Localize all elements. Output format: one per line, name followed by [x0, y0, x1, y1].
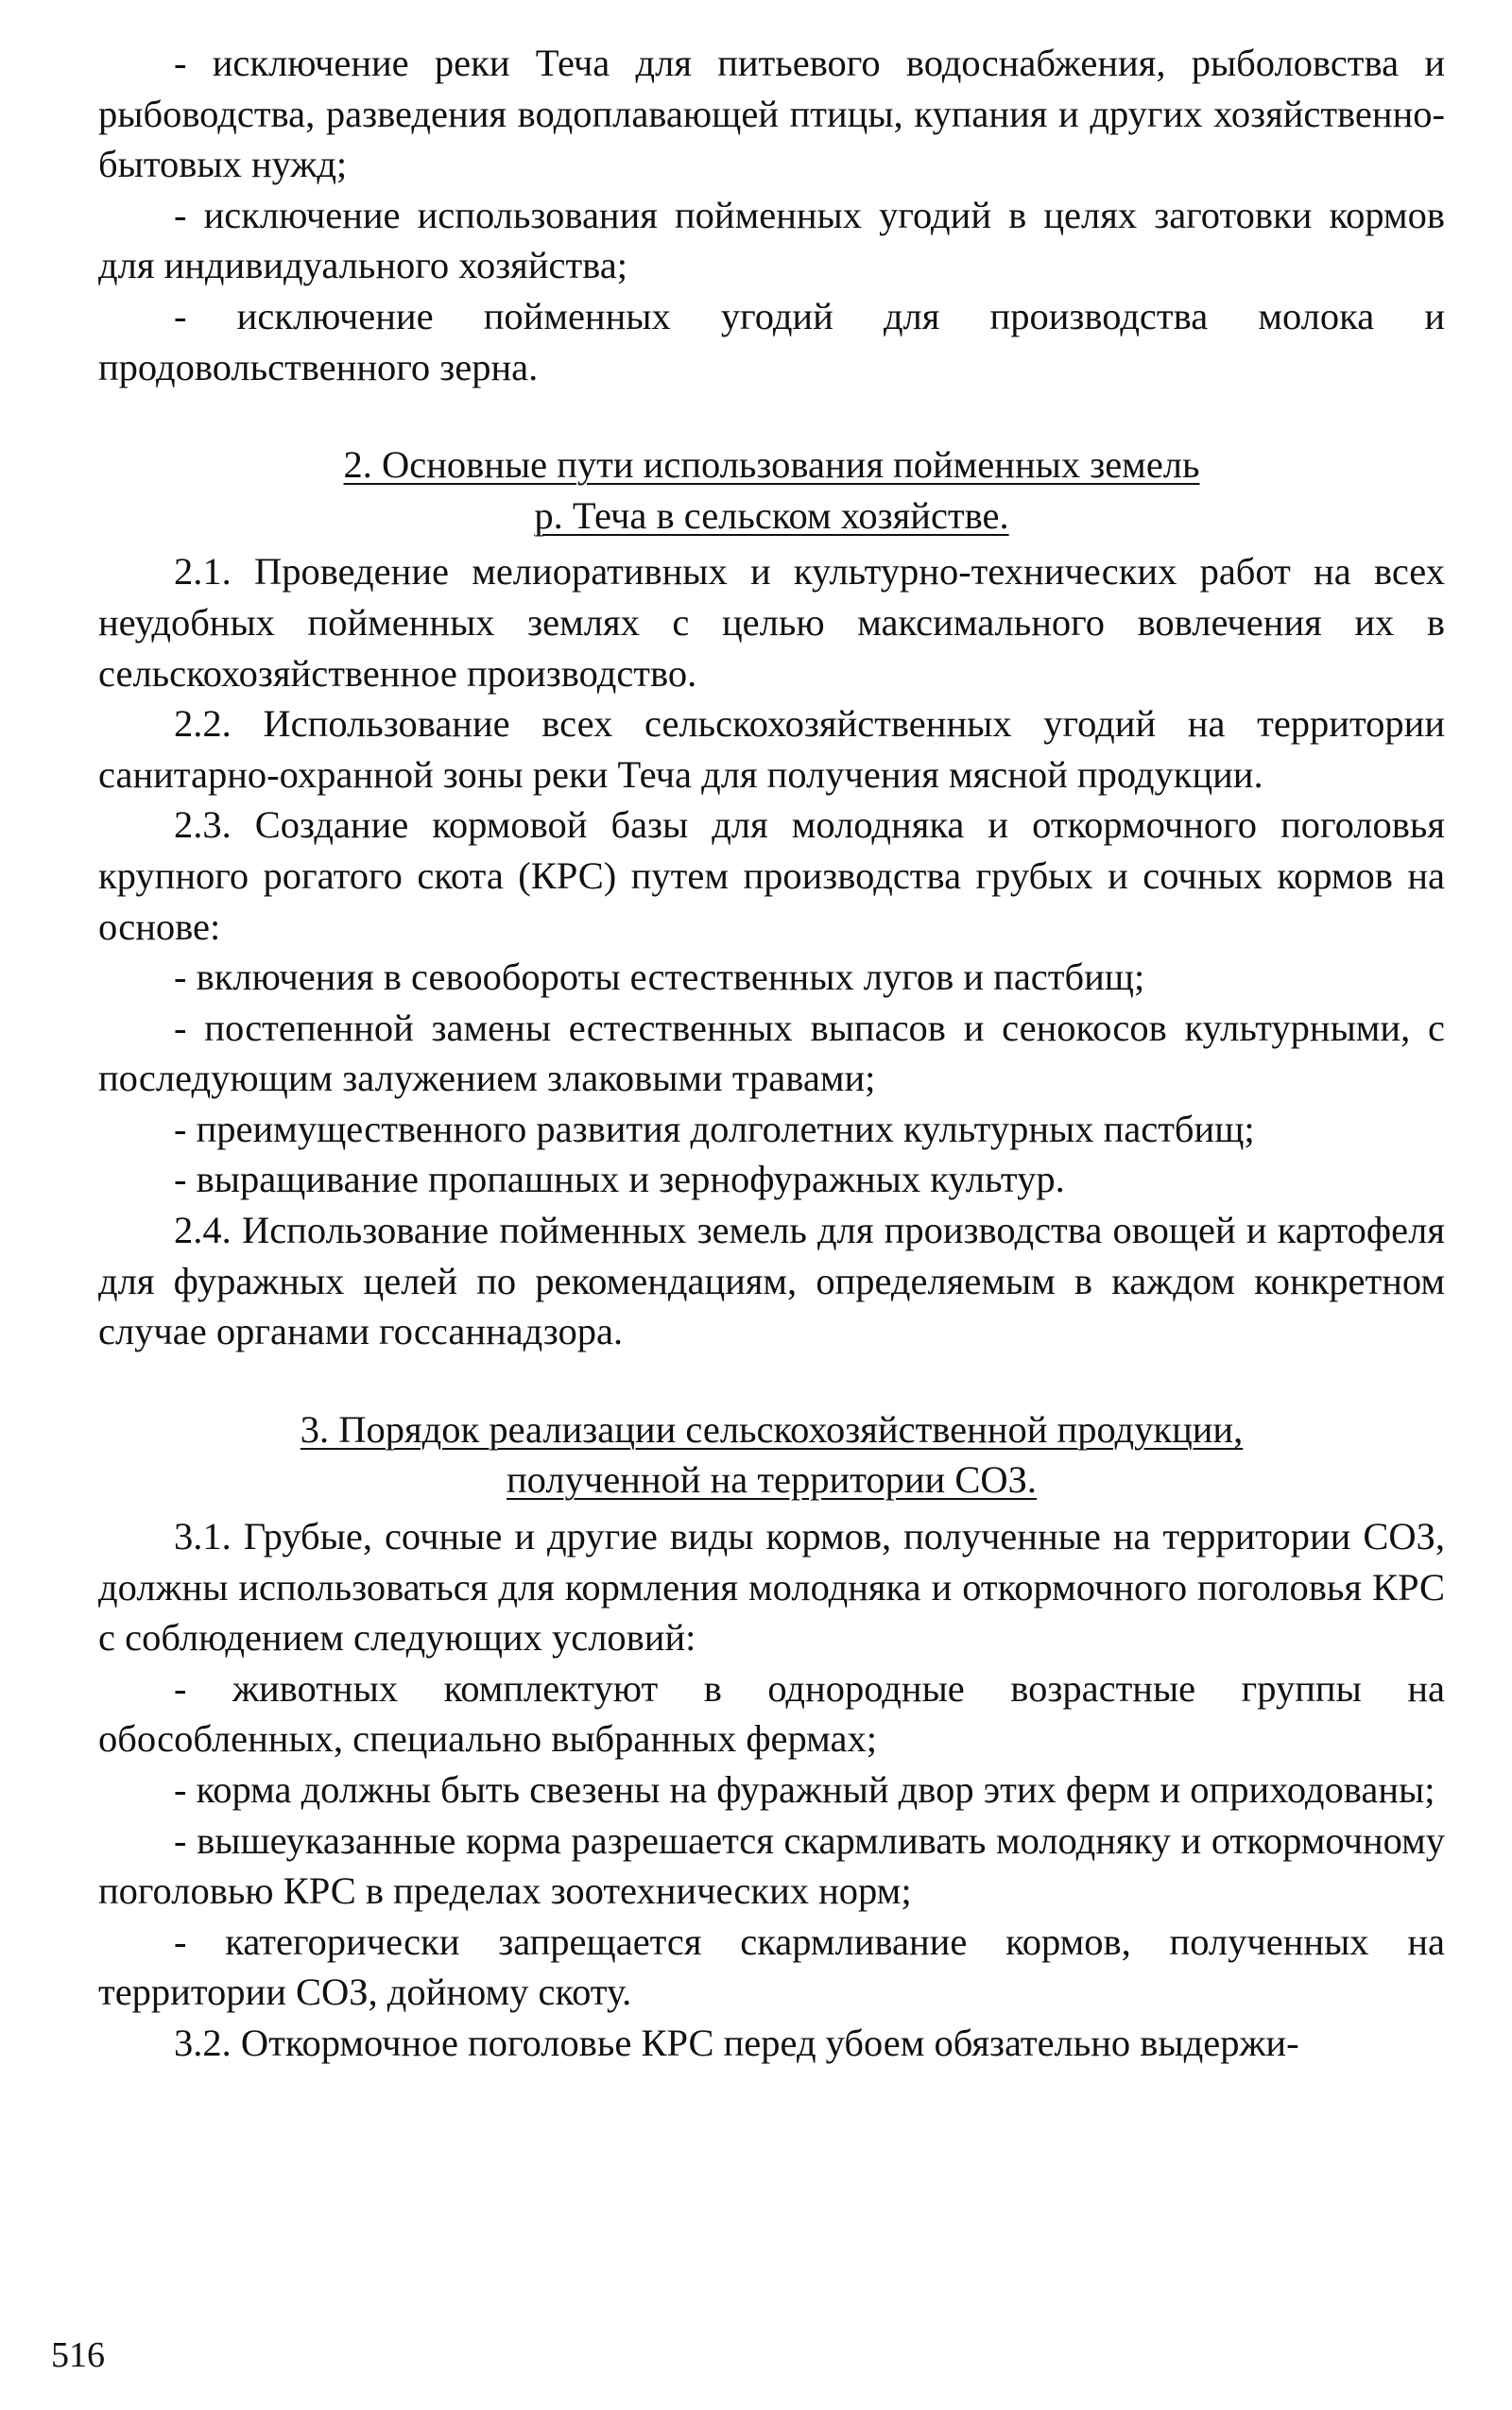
- list-item-meadows: - включения в севообороты естественных лугов и пастбищ;: [174, 955, 1145, 999]
- paragraph-exclusion-floodplain-fodder: - исключение использования пойменных угодий в целях заготовки кормов для индивидуального хозяйства;: [98, 193, 1445, 287]
- section-heading-2-line-1: 2. Основные пути использования пойменных земель: [343, 443, 1200, 487]
- list-item-replacement: - постепенной замены естественных выпасов и сенокосов культурными, с последующим залужением злаковыми травами;: [98, 1006, 1445, 1100]
- document-page: [98, 38, 1445, 2069]
- section-heading-2-line-2: р. Теча в сельском хозяйстве.: [534, 493, 1009, 537]
- page-number: 516: [51, 2335, 105, 2375]
- section-heading-2: [98, 439, 1445, 541]
- paragraph-exclusion-river: - исключение реки Теча для питьевого водоснабжения, рыболовства и рыбоводства, разведения водоплавающей птицы, купания и других хозяйственно-бытовых нужд;: [98, 42, 1445, 186]
- paragraph-2-4: 2.4. Использование пойменных земель для производства овощей и картофеля для фуражных целей по рекомендациям, определяемым в каждом конкретном случае органами госсаннадзора.: [98, 1209, 1445, 1353]
- list-item-crops: - выращивание пропашных и зернофуражных культур.: [174, 1158, 1065, 1201]
- list-item-grouping: - животных комплектуют в однородные возрастные группы на обособленных, специально выбранных фермах;: [98, 1666, 1445, 1761]
- section-heading-3: [98, 1404, 1445, 1506]
- list-item-pastures: - преимущественного развития долголетних культурных пастбищ;: [174, 1107, 1255, 1150]
- list-item-feed-yard: - корма должны быть свезены на фуражный двор этих ферм и оприходованы;: [174, 1768, 1435, 1811]
- section-heading-3-line-2: полученной на территории СОЗ.: [506, 1458, 1038, 1502]
- paragraph-exclusion-milk-grain: - исключение пойменных угодий для производства молока и продовольственного зерна.: [98, 294, 1445, 388]
- paragraph-2-3: 2.3. Создание кормовой базы для молодняка и откормочного поголовья крупного рогатого скота (КРС) путем производства грубых и сочных кормов на основе:: [98, 803, 1445, 948]
- paragraph-3-2: 3.2. Откормочное поголовье КРС перед убоем обязательно выдержи-: [174, 2021, 1299, 2064]
- paragraph-2-2: 2.2. Использование всех сельскохозяйственных угодий на территории санитарно-охранной зоны реки Теча для получения мясной продукции.: [98, 702, 1445, 796]
- paragraph-3-1: 3.1. Грубые, сочные и другие виды кормов, полученные на территории СОЗ, должны использоваться для кормления молодняка и откормочного поголовья КРС с соблюдением следующих условий:: [98, 1515, 1445, 1660]
- list-item-feeding-allowed: - вышеуказанные корма разрешается скармливать молодняку и откормочному поголовью КРС в пределах зоотехнических норм;: [98, 1818, 1445, 1913]
- section-heading-3-line-1: 3. Порядок реализации сельскохозяйственной продукции,: [300, 1407, 1244, 1451]
- list-item-feeding-prohibited: - категорически запрещается скармливание кормов, полученных на территории СОЗ, дойному скоту.: [98, 1919, 1445, 2014]
- paragraph-2-1: 2.1. Проведение мелиоративных и культурно-технических работ на всех неудобных пойменных землях с целью максимального вовлечения их в сельскохозяйственное производство.: [98, 550, 1445, 695]
